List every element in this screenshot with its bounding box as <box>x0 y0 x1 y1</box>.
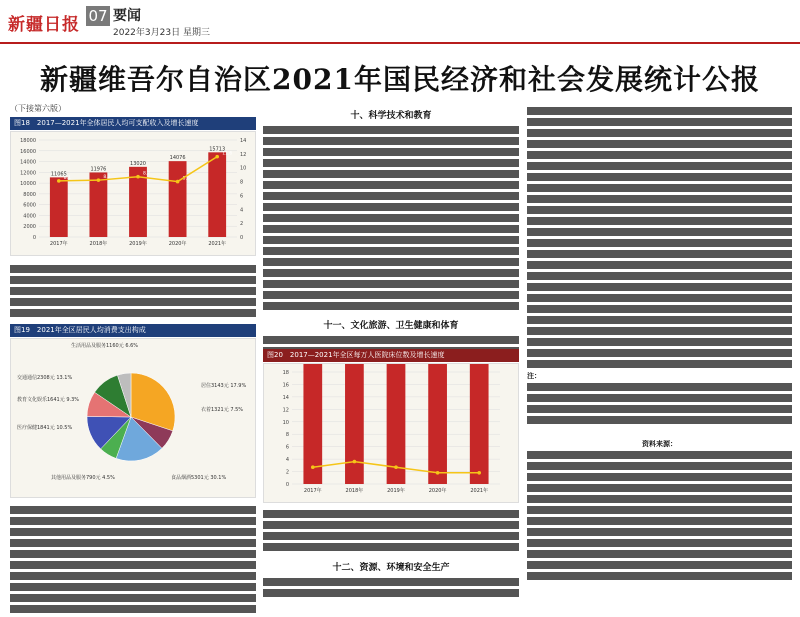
fig20-title: 图20 2017—2021年全区每万人医院床位数及增长速度 <box>263 349 519 362</box>
fig18-rate-point <box>215 155 219 159</box>
section-name: 要闻 <box>113 8 141 24</box>
fig20-rate-point <box>394 465 398 469</box>
section-10-title: 十、科学技术和教育 <box>350 111 432 121</box>
page-number: 07 <box>86 6 110 26</box>
fig18-bar <box>208 152 226 237</box>
fig19-slice-label: 食品烟酒5301元 30.1% <box>171 475 227 481</box>
fig18-rate-point <box>176 180 180 184</box>
section-12-title: 十二、资源、环境和安全生产 <box>332 563 450 573</box>
fig18-value-label: 11976 <box>90 166 107 173</box>
notes-block <box>527 372 792 432</box>
fig19-slice-label: 衣着1321元 7.5% <box>201 407 244 413</box>
fig18-y2-tick: 6 <box>240 193 244 200</box>
issue-date: 2022年3月23日 星期三 <box>113 28 210 38</box>
fig18-y-tick: 0 <box>32 235 36 241</box>
middle-col-text-3 <box>263 507 519 615</box>
fig18-y-tick: 6000 <box>23 202 36 209</box>
fig19-chart <box>10 338 256 498</box>
fig18-svg <box>11 132 255 255</box>
fig18-bar <box>50 177 68 237</box>
fig20-y-tick: 2 <box>285 469 289 476</box>
fig18-y2-tick: 14 <box>240 138 247 144</box>
right-col-text-1 <box>527 104 792 369</box>
fig18-x-tick: 2021年 <box>208 241 227 247</box>
fig20-y-tick: 16 <box>282 382 289 389</box>
fig18-rate-point <box>136 175 140 179</box>
fig19-slice-label: 医疗保健1841元 10.5% <box>17 425 73 431</box>
fig18-y2-tick: 12 <box>240 151 247 158</box>
fig18-rate-label: 8.7 <box>143 171 151 177</box>
fig19-svg <box>11 339 255 497</box>
left-col-text-1 <box>10 262 256 322</box>
fig18-rate-label: 8.1 <box>63 175 71 181</box>
fig19-title: 图19 2021年全区居民人均消费支出构成 <box>10 324 256 337</box>
fig19-slice-label: 交通通信2308元 13.1% <box>17 375 73 381</box>
fig18-y-tick: 10000 <box>20 181 36 188</box>
fig18-y-tick: 16000 <box>20 148 36 155</box>
fig18-bar <box>169 161 187 237</box>
fig18-rate-point <box>57 179 61 183</box>
fig18-y-tick: 8000 <box>23 191 36 198</box>
source-heading: 资料来源： <box>642 440 677 448</box>
source-block <box>527 440 792 615</box>
fig18-x-tick: 2017年 <box>49 241 68 247</box>
fig18-x-tick: 2019年 <box>129 241 147 247</box>
fig18-y-tick: 12000 <box>20 170 36 177</box>
fig18-y2-tick: 2 <box>240 221 244 228</box>
fig20-y-tick: 10 <box>282 419 289 426</box>
fig18-rate-label: 8.2 <box>103 175 111 181</box>
masthead <box>0 0 800 44</box>
fig20-x-tick: 2019年 <box>387 488 405 494</box>
fig18-y-tick: 4000 <box>23 213 36 220</box>
fig20-bar <box>470 364 489 484</box>
fig19-slice-label: 其他用品及服务790元 4.5% <box>51 475 115 481</box>
fig18-y-tick: 14000 <box>20 159 36 166</box>
fig20-x-tick: 2020年 <box>428 488 447 494</box>
fig20-bar <box>428 364 447 484</box>
fig20-y-tick: 12 <box>282 407 289 414</box>
fig20-y-tick: 18 <box>282 370 289 376</box>
fig18-y-tick: 18000 <box>20 138 36 144</box>
newspaper-logo: 新疆日报 <box>8 15 80 35</box>
fig18-value-label: 14076 <box>169 155 186 162</box>
fig18-x-tick: 2018年 <box>89 241 108 247</box>
fig20-rate-point <box>477 471 481 475</box>
fig20-bar <box>345 364 364 484</box>
headline: 新疆维吾尔自治区2021年国民经济和社会发展统计公报 <box>40 63 760 96</box>
fig20-svg <box>264 364 518 502</box>
fig20-chart <box>263 363 519 503</box>
left-col-text-2 <box>10 503 256 613</box>
fig20-x-tick: 2017年 <box>303 488 322 494</box>
section-11-title: 十一、文化旅游、卫生健康和体育 <box>323 321 459 331</box>
fig18-value-label: 13020 <box>130 160 146 167</box>
fig18-x-tick: 2020年 <box>168 241 187 247</box>
fig20-x-tick: 2018年 <box>345 488 364 494</box>
fig18-rate-point <box>97 178 101 182</box>
fig18-rate-label: 11.6 <box>222 151 233 157</box>
fig18-y2-tick: 10 <box>240 165 247 172</box>
middle-col-text-1 <box>263 108 519 313</box>
fig18-title: 图18 2017—2021年全体居民人均可支配收入及增长速度 <box>10 117 256 130</box>
fig20-rate-point <box>311 465 315 469</box>
fig19-slice-label: 生活用品及服务1160元 6.6% <box>71 343 139 349</box>
fig20-y-tick: 8 <box>285 432 289 439</box>
fig18-chart <box>10 131 256 256</box>
fig18-y2-tick: 8 <box>240 179 244 186</box>
fig20-y-tick: 14 <box>282 394 289 401</box>
fig20-y-tick: 0 <box>285 482 289 488</box>
fig18-y2-tick: 0 <box>240 235 244 241</box>
notes-heading: 注： <box>527 372 541 380</box>
fig18-value-label: 15713 <box>209 146 226 153</box>
fig18-rate-label: 8.0 <box>182 176 190 182</box>
fig18-bar <box>89 172 107 237</box>
fig20-y-tick: 6 <box>285 444 289 451</box>
fig20-x-tick: 2021年 <box>470 488 489 494</box>
fig20-y-tick: 4 <box>285 457 289 464</box>
fig18-y-tick: 2000 <box>23 224 36 231</box>
continuation-note: （下接第六版） <box>10 104 66 113</box>
fig18-y2-tick: 4 <box>240 207 244 214</box>
fig18-value-label: 11065 <box>50 171 67 178</box>
fig20-rate-point <box>436 471 440 475</box>
fig20-rate-point <box>353 460 357 464</box>
fig19-slice-label: 居住3143元 17.9% <box>201 383 247 389</box>
fig19-slice-label: 教育文化娱乐1641元 9.3% <box>17 397 80 403</box>
